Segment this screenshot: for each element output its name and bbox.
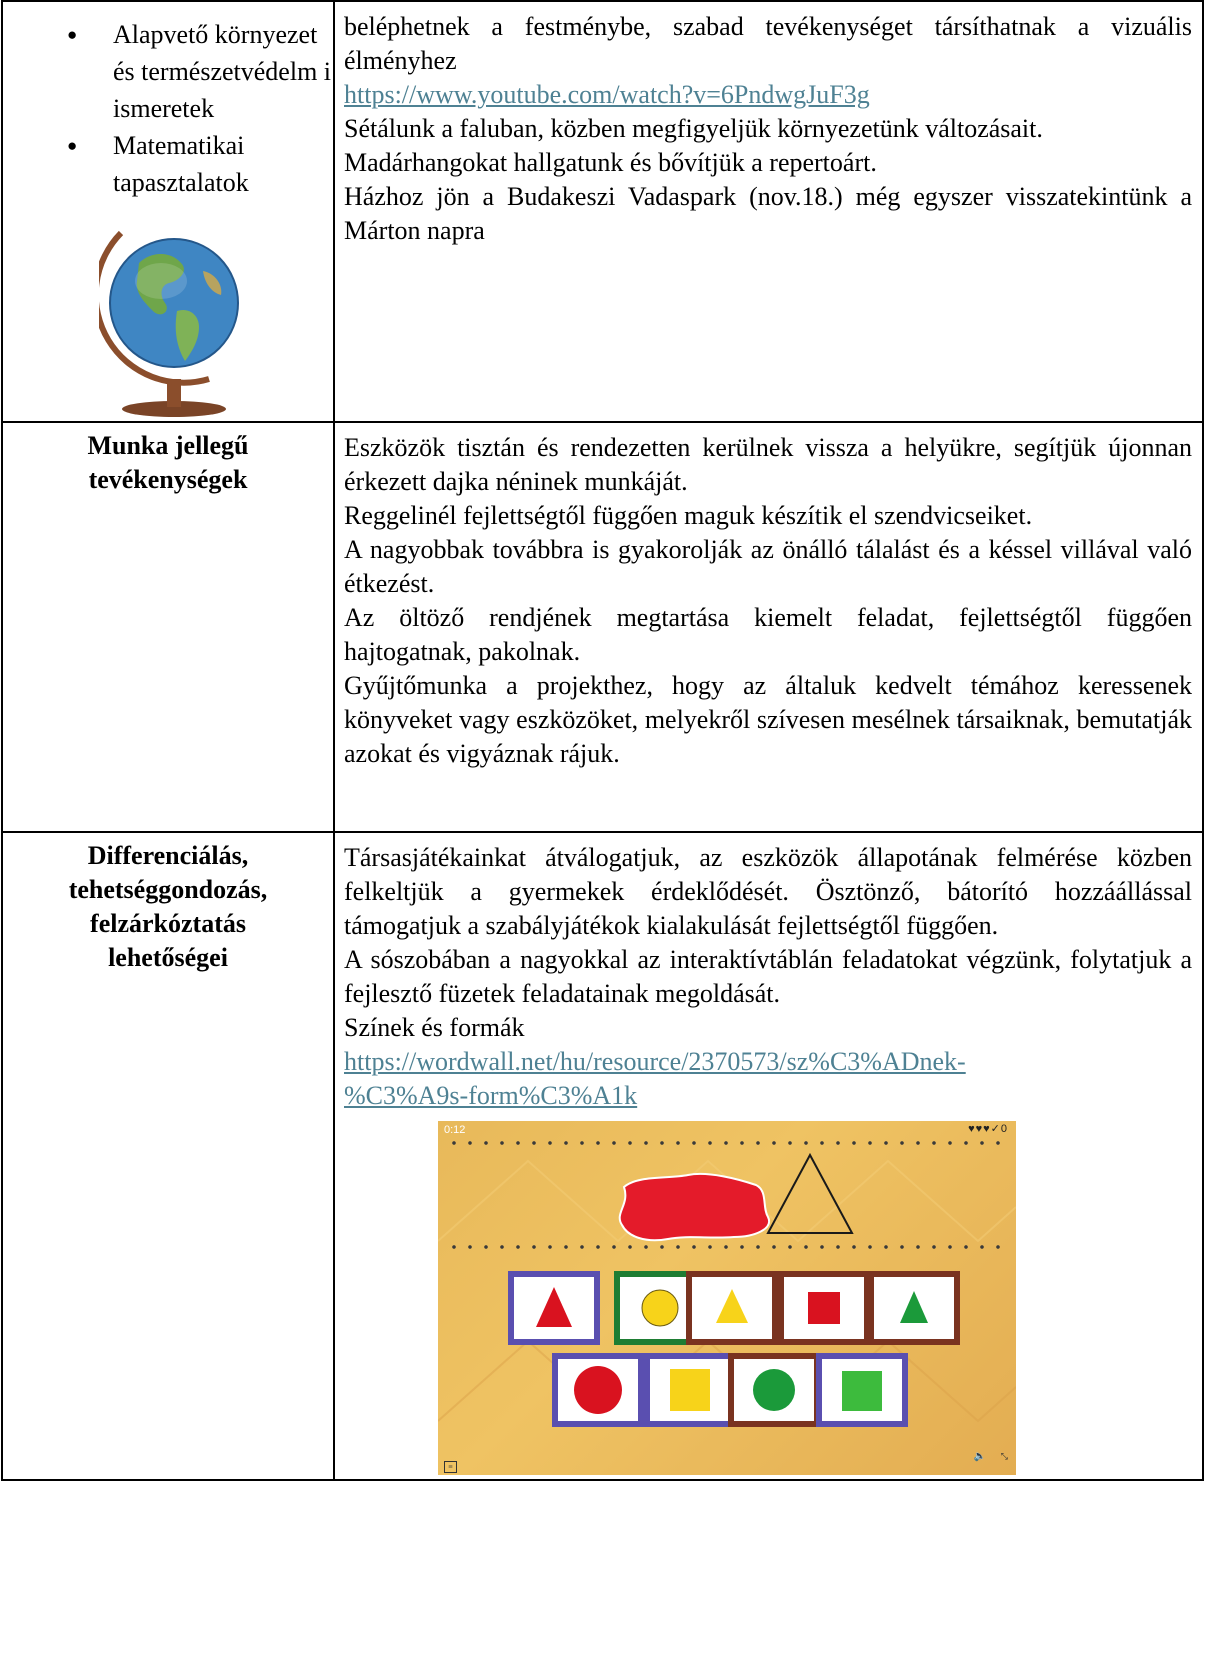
game-menu-icon[interactable]: ≡ [444,1461,457,1473]
wordwall-link-line1: https://wordwall.net/hu/resource/2370573/sz%C3%ADnek- [344,1047,966,1076]
red-paint-splash-icon [620,1174,769,1240]
exit-fullscreen-icon[interactable]: ⤡ [1000,1452,1008,1462]
tile-green-circle[interactable] [728,1353,820,1427]
salt-room-text: A sószobában a nagyokkal az interaktívtáblán feladatokat végzünk, folytatjuk a fejlesztő füzetek feladatainak megoldását. [344,945,1192,1008]
tile-red-circle[interactable] [552,1353,644,1427]
tile-yellow-triangle[interactable] [686,1271,778,1345]
serving-text: A nagyobbak továbbra is gyakorolják az önálló tálalást és a késsel villával való étkezést. [344,535,1192,598]
festmeny-text: beléphetnek a festménybe, szabad tevékenységet társíthatnak a vizuális élményhez [344,12,1192,75]
speaker-icon[interactable]: 🔈 [973,1451,986,1462]
diff-heading-line3: felzárkóztatás [90,909,246,938]
row2-left-cell [2,422,334,832]
wordwall-link-line2: %C3%A9s-form%C3%A1k [344,1081,638,1110]
prompt-area [438,1145,1016,1255]
triangle-outline-icon [768,1155,852,1233]
vadaspark-text: Házhoz jön a Budakeszi Vadaspark (nov.18.) még egyszer visszatekintünk a Márton napra [344,182,1192,245]
dressing-room-text: Az öltöző rendjének megtartása kiemelt feladat, fejlettségtől függően hajtogatnak, pakolnak. [344,603,1192,666]
tile-red-triangle[interactable] [508,1271,600,1345]
tile-yellow-square[interactable] [644,1353,736,1427]
plan-table [1,0,1204,1481]
row1-left-cell [2,1,334,422]
row3-left-cell [2,832,334,1480]
youtube-link[interactable]: https://www.youtube.com/watch?v=6PndwgJuF3g [344,80,870,109]
diff-heading-line2: tehetséggondozás, [68,875,268,904]
area-bullet-list [3,16,333,201]
row2-text-cell [334,422,1203,832]
row1-text-cell [334,1,1203,422]
bullet-math: ● Matematikai tapasztalatok [113,127,333,201]
bird-sounds-text: Madárhangokat hallgatunk és bővítjük a repertoárt. [344,148,877,177]
globe-icon [99,211,249,421]
collection-text: Gyűjtőmunka a projekthez, hogy az általuk kedvelt témához keressenek könyveket vagy eszközöket, melyekről szívesen mesélnek társaiknak, bemutatják azokat és vigyáznak rájuk. [344,671,1192,768]
game-timer: 0:12 [444,1124,466,1136]
work-heading-line1: Munka jellegű [87,431,249,460]
row-environment [2,1,1203,422]
row-work [2,422,1203,832]
breakfast-text: Reggelinél fejlettségtől függően maguk készítik el szendvicseiket. [344,501,1033,530]
bullet-environment: ● Alapvető környezet és természetvédelm i ismeretek [113,16,333,127]
walk-text: Sétálunk a faluban, közben megfigyeljük környezetünk változásait. [344,114,1043,143]
tile-green-triangle[interactable] [868,1271,960,1345]
tile-green-square[interactable] [816,1353,908,1427]
diff-heading-line1: Differenciálás, [87,841,249,870]
tools-text: Eszközök tisztán és rendezetten kerülnek vissza a helyükre, segítjük újonnan érkezett dajka néninek munkáját. [344,433,1192,496]
row3-text-cell [334,832,1203,1480]
wordwall-link[interactable] [344,1045,1192,1113]
work-heading-line2: tevékenységek [88,465,248,494]
differentiation-heading [3,833,333,975]
game-lives: ♥♥♥✓0 [968,1123,1008,1135]
wordwall-game-screenshot [438,1121,1016,1475]
colors-shapes-text: Színek és formák [344,1013,525,1042]
work-heading [3,423,333,497]
board-games-text: Társasjátékainkat átválogatjuk, az eszközök állapotának felmérése közben felkeltjük a gyermekek érdeklődését. Ösztönző, bátorító hozzáállással támogatjuk a szabályjátékok kialakulását fejlettségtől függően. [344,843,1192,940]
tile-red-square[interactable] [778,1271,870,1345]
diff-heading-line4: lehetőségei [108,943,228,972]
row-differentiation [2,832,1203,1480]
